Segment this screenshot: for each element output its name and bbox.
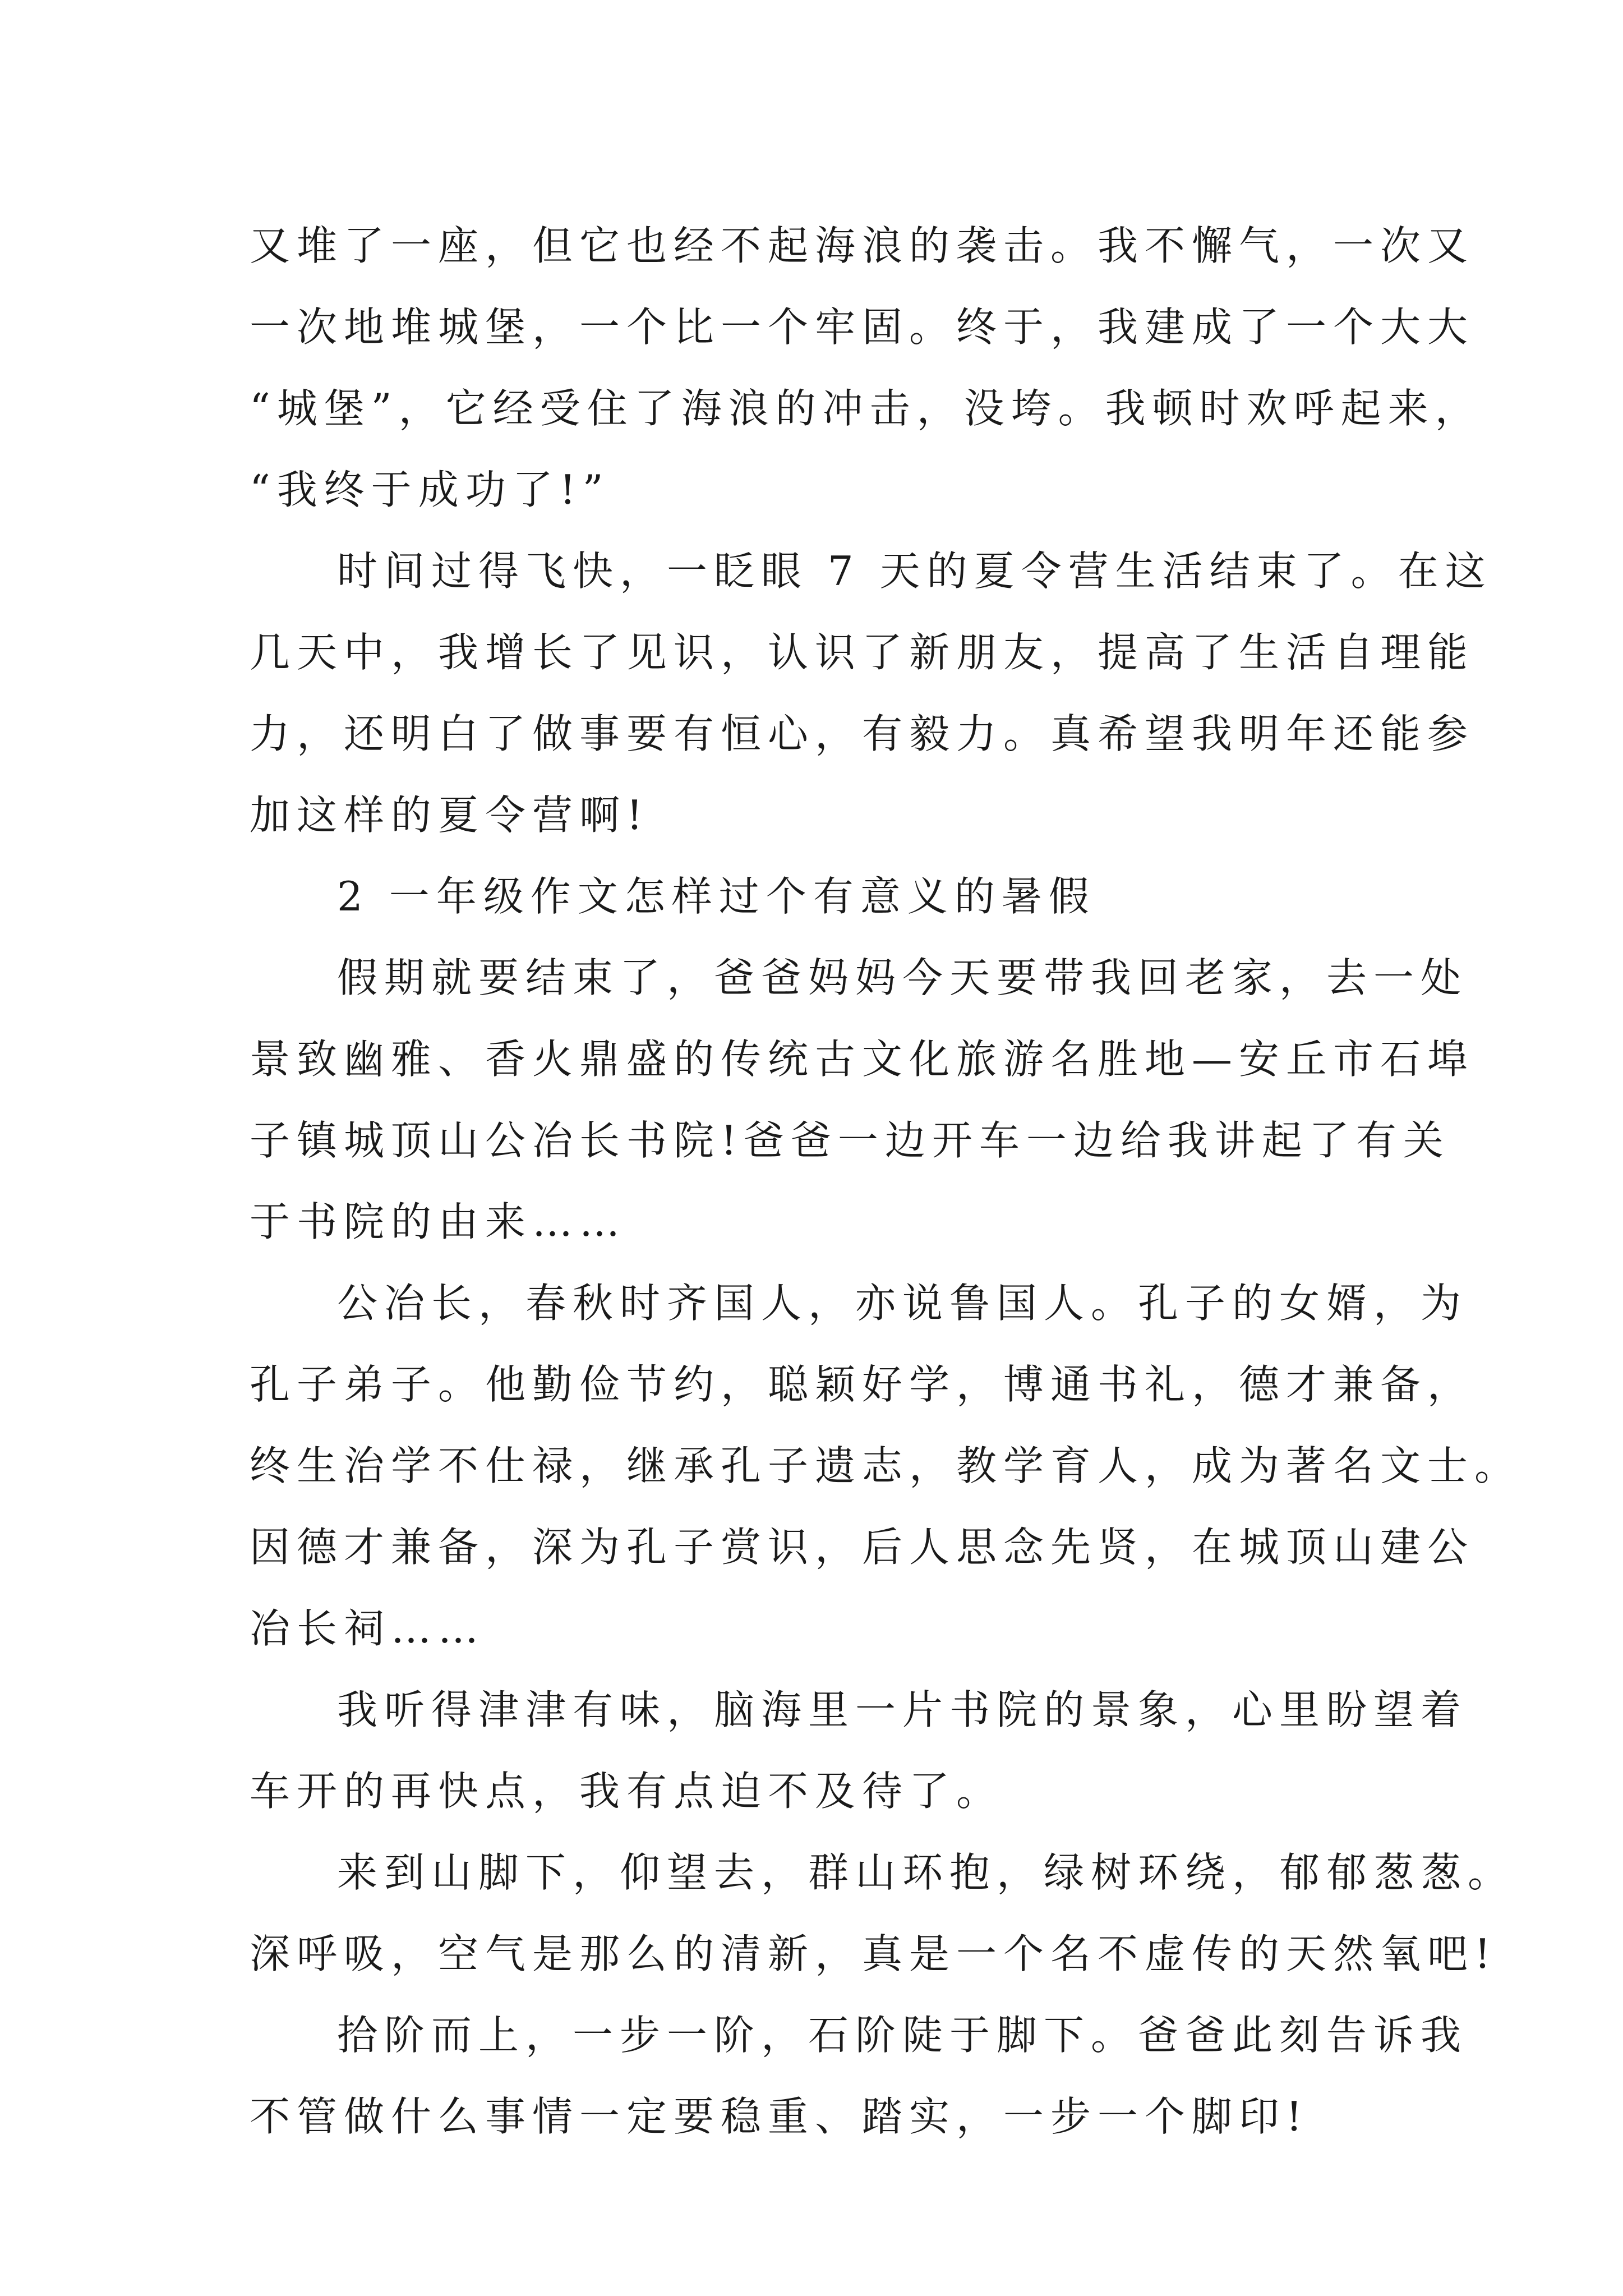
text-line: 深呼吸，空气是那么的清新，真是一个名不虚传的天然氧吧! [250,1930,1497,1977]
text-line: 车开的再快点，我有点迫不及待了。 [250,1768,1004,1815]
text-line: 终生治学不仕禄，继承孔子遗志，教学育人，成为著名文士。 [250,1442,1522,1489]
text-line: 加这样的夏令营啊! [250,792,649,839]
text-line: 力，还明白了做事要有恒心，有毅力。真希望我明年还能参 [250,710,1475,757]
text-line: 景致幽雅、香火鼎盛的传统古文化旅游名胜地—安丘市石埠 [250,1036,1475,1083]
text-line: 于书院的由来…… [250,1198,627,1245]
text-line: 几天中，我增长了见识，认识了新朋友，提高了生活自理能 [250,629,1475,676]
text-line: 子镇城顶山公冶长书院!爸爸一边开车一边给我讲起了有关 [250,1117,1450,1164]
paragraph-start-line: 时间过得飞快，一眨眼 7 天的夏令营生活结束了。在这 [337,547,1492,595]
text-line: “我终于成功了!” [250,466,610,513]
paragraph-start-line: 我听得津津有味，脑海里一片书院的景象，心里盼望着 [337,1686,1468,1733]
text-line: “城堡”，它经受住了海浪的冲击，没垮。我顿时欢呼起来， [250,385,1482,432]
text-line: 一次地堆城堡，一个比一个牢固。终于，我建成了一个大大 [250,303,1475,351]
text-line: 不管做什么事情一定要稳重、踏实，一步一个脚印! [250,2093,1309,2140]
section-heading: 2 一年级作文怎样过个有意义的暑假 [337,873,1096,920]
paragraph-start-line: 公冶长，春秋时齐国人，亦说鲁国人。孔子的女婿，为 [337,1280,1468,1327]
paragraph-start-line: 来到山脚下，仰望去，群山环抱，绿树环绕，郁郁葱葱。 [337,1849,1515,1896]
text-line: 孔子弟子。他勤俭节约，聪颖好学，博通书礼，德才兼备， [250,1361,1475,1408]
text-line: 因德才兼备，深为孔子赏识，后人思念先贤，在城顶山建公 [250,1524,1475,1571]
text-line: 冶长祠…… [250,1605,486,1652]
paragraph-start-line: 假期就要结束了，爸爸妈妈今天要带我回老家，去一处 [337,954,1468,1001]
text-line: 又堆了一座，但它也经不起海浪的袭击。我不懈气，一次又 [250,222,1475,269]
paragraph-start-line: 拾阶而上，一步一阶，石阶陡于脚下。爸爸此刻告诉我 [337,2012,1468,2059]
